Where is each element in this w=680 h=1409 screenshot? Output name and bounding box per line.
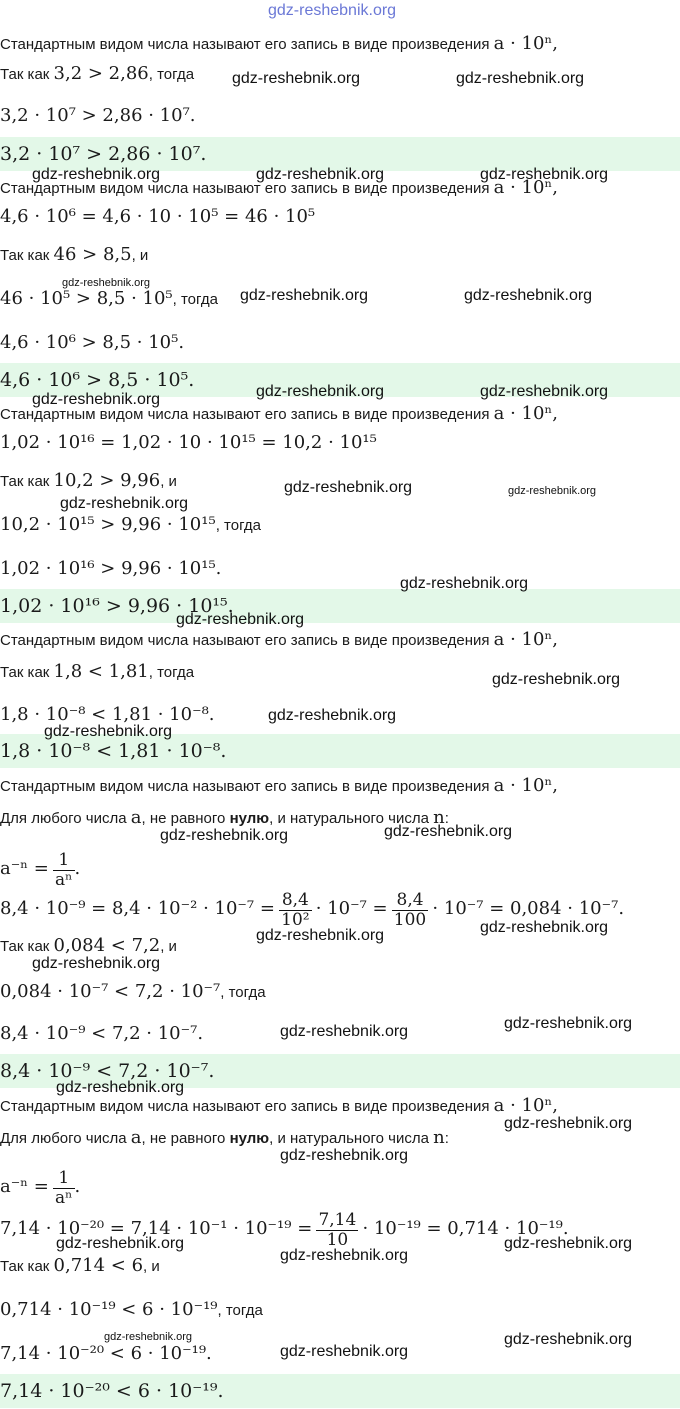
watermark: gdz-reshebnik.org — [480, 919, 609, 936]
comparison-line-4: 1,8 · 10⁻⁸ < 1,81 · 10⁻⁸. — [0, 704, 215, 725]
std-form-text-4 — [0, 630, 558, 651]
watermark: gdz-reshebnik.org — [504, 1015, 633, 1032]
watermark: gdz-reshebnik.org — [492, 671, 621, 688]
watermark: gdz-reshebnik.org — [268, 707, 397, 724]
watermark: gdz-reshebnik.org — [56, 1235, 185, 1252]
watermark: gdz-reshebnik.org — [160, 827, 289, 844]
std-form-label: Стандартным видом числа называют его запись в виде произведения — [0, 406, 490, 423]
watermark: gdz-reshebnik.org — [280, 1023, 409, 1040]
then-word: , тогда — [217, 1302, 263, 1319]
and-word: , и — [143, 1258, 160, 1275]
since-expr: 10,2 > 9,96 — [53, 470, 161, 491]
since-expr: 0,084 < 7,2 — [53, 935, 161, 956]
fraction-1 — [279, 891, 311, 930]
zero-word: нулю — [229, 810, 270, 827]
watermark: gdz-reshebnik.org — [508, 485, 597, 497]
and-word: , и — [160, 938, 177, 955]
watermark: gdz-reshebnik.org — [256, 166, 385, 183]
since-word: Так как — [0, 247, 50, 264]
since-word: Так как — [0, 664, 50, 681]
conv-part-b: · 10⁻¹⁹ = 0,714 · 10⁻¹⁹. — [362, 1218, 569, 1239]
not-equal-label: , не равного — [141, 1130, 226, 1147]
since-expr: 3,2 > 2,86 — [53, 63, 149, 84]
conv-part-a: 7,14 · 10⁻²⁰ = 7,14 · 10⁻¹ · 10⁻¹⁹ = — [0, 1218, 313, 1239]
since-expr: 46 > 8,5 — [53, 244, 132, 265]
fraction-denominator: 10² — [281, 909, 310, 930]
power-rule-6 — [0, 1164, 80, 1211]
fraction-denominator: aⁿ — [55, 869, 73, 890]
answer-2: 4,6 · 10⁶ > 8,5 · 10⁵. — [0, 369, 195, 391]
compare-then-line-5 — [0, 982, 266, 1003]
watermark: gdz-reshebnik.org — [60, 495, 189, 512]
then-word: , тогда — [148, 664, 195, 681]
fraction-numerator: 1 — [53, 1169, 75, 1189]
since-expr: 1,8 < 1,81 — [53, 661, 149, 682]
comparison-line-6: 7,14 · 10⁻²⁰ < 6 · 10⁻¹⁹. — [0, 1343, 212, 1364]
rule-fraction — [53, 851, 75, 890]
std-expr: a · 10ⁿ, — [493, 403, 558, 424]
natural-n-label: , и натурального числа — [269, 1130, 429, 1147]
answer-3: 1,02 · 10¹⁶ > 9,96 · 10¹⁵. — [0, 595, 234, 617]
comparison-line-2: 4,6 · 10⁶ > 8,5 · 10⁵. — [0, 332, 185, 353]
std-form-label: Стандартным видом числа называют его запись в виде произведения — [0, 778, 490, 795]
watermark: gdz-reshebnik.org — [44, 723, 173, 740]
then-word: , тогда — [220, 984, 266, 1001]
compare-then-line-6 — [0, 1300, 263, 1321]
std-form-text-6 — [0, 1096, 558, 1117]
rule-fraction — [53, 1169, 75, 1208]
zero-word: нулю — [229, 1130, 270, 1147]
compare-expr: 0,084 · 10⁻⁷ < 7,2 · 10⁻⁷ — [0, 981, 221, 1002]
and-word: , и — [160, 473, 177, 490]
watermark: gdz-reshebnik.org — [32, 391, 161, 408]
watermark: gdz-reshebnik.org — [256, 383, 385, 400]
rule-end: . — [74, 1176, 81, 1197]
not-equal-label: , не равного — [141, 810, 226, 827]
watermark-header[interactable]: gdz-reshebnik.org — [268, 2, 397, 19]
conversion-line-3: 1,02 · 10¹⁶ = 1,02 · 10 · 10¹⁵ = 10,2 · 10¹⁵ — [0, 432, 377, 453]
and-word: , и — [131, 247, 149, 264]
conversion-line-2: 4,6 · 10⁶ = 4,6 · 10 · 10⁵ = 46 · 10⁵ — [0, 206, 316, 227]
fraction-1 — [316, 1211, 358, 1250]
std-expr: a · 10ⁿ, — [493, 177, 558, 198]
watermark: gdz-reshebnik.org — [62, 277, 151, 289]
fraction-denominator: 10 — [326, 1229, 349, 1250]
rule-left: a⁻ⁿ = — [0, 858, 49, 879]
compare-then-line-2 — [0, 289, 218, 310]
since-word: Так как — [0, 1258, 50, 1275]
compare-then-line-3 — [0, 515, 261, 536]
since-line-2 — [0, 245, 148, 266]
fraction-numerator: 8,4 — [279, 891, 311, 911]
fraction-numerator: 1 — [53, 851, 75, 871]
since-word: Так как — [0, 473, 50, 490]
conv-part-b: · 10⁻⁷ = — [315, 898, 388, 919]
conv-part-a: 8,4 · 10⁻⁹ = 8,4 · 10⁻² · 10⁻⁷ = — [0, 898, 275, 919]
since-line-3 — [0, 471, 177, 492]
rule-left: a⁻ⁿ = — [0, 1176, 49, 1197]
then-word: , тогда — [172, 291, 218, 308]
watermark: gdz-reshebnik.org — [504, 1235, 633, 1252]
fraction-denominator: 100 — [393, 909, 427, 930]
since-word: Так как — [0, 66, 50, 83]
any-number-label: Для любого числа — [0, 810, 127, 827]
fraction-2 — [392, 891, 428, 930]
std-form-label: Стандартным видом числа называют его запись в виде произведения — [0, 36, 490, 53]
comparison-line-5: 8,4 · 10⁻⁹ < 7,2 · 10⁻⁷. — [0, 1023, 204, 1044]
watermark: gdz-reshebnik.org — [280, 1247, 409, 1264]
watermark: gdz-reshebnik.org — [240, 287, 369, 304]
watermark: gdz-reshebnik.org — [176, 611, 305, 628]
fraction-numerator: 7,14 — [318, 1209, 357, 1230]
std-form-label: Стандартным видом числа называют его запись в виде произведения — [0, 1098, 490, 1115]
watermark: gdz-reshebnik.org — [32, 166, 161, 183]
since-line-4 — [0, 662, 194, 683]
fraction-numerator: 8,4 — [392, 891, 428, 911]
watermark: gdz-reshebnik.org — [504, 1331, 633, 1348]
compare-expr: 46 · 10⁵ > 8,5 · 10⁵ — [0, 288, 173, 309]
std-form-label: Стандартным видом числа называют его запись в виде произведения — [0, 632, 490, 649]
watermark: gdz-reshebnik.org — [480, 166, 609, 183]
comparison-line-1: 3,2 · 10⁷ > 2,86 · 10⁷. — [0, 105, 196, 126]
std-form-label: Стандартным видом числа называют его запись в виде произведения — [0, 180, 490, 197]
watermark: gdz-reshebnik.org — [104, 1331, 193, 1343]
natural-n-label: , и натурального числа — [269, 810, 429, 827]
since-line-1 — [0, 64, 194, 85]
std-form-text-1 — [0, 34, 558, 55]
watermark: gdz-reshebnik.org — [400, 575, 529, 592]
watermark: gdz-reshebnik.org — [232, 70, 361, 87]
since-line-5 — [0, 936, 177, 957]
answer-5: 8,4 · 10⁻⁹ < 7,2 · 10⁻⁷. — [0, 1060, 215, 1082]
watermark: gdz-reshebnik.org — [284, 479, 413, 496]
answer-6: 7,14 · 10⁻²⁰ < 6 · 10⁻¹⁹. — [0, 1380, 224, 1402]
watermark: gdz-reshebnik.org — [280, 1147, 409, 1164]
fraction-denominator: aⁿ — [55, 1187, 73, 1208]
std-expr: a · 10ⁿ, — [493, 629, 558, 650]
std-expr: a · 10ⁿ, — [493, 33, 558, 54]
conv-part-c: · 10⁻⁷ = 0,084 · 10⁻⁷. — [432, 898, 625, 919]
watermark: gdz-reshebnik.org — [504, 1115, 633, 1132]
then-word: , тогда — [148, 66, 195, 83]
rule-end: . — [74, 858, 81, 879]
watermark: gdz-reshebnik.org — [280, 1343, 409, 1360]
watermark: gdz-reshebnik.org — [256, 927, 385, 944]
rule-intro-6: Для любого числа a, не равного нулю, и натурального числа n: — [0, 1127, 449, 1148]
watermark: gdz-reshebnik.org — [456, 70, 585, 87]
since-line-6 — [0, 1256, 160, 1277]
watermark: gdz-reshebnik.org — [480, 383, 609, 400]
then-word: , тогда — [215, 517, 261, 534]
watermark: gdz-reshebnik.org — [56, 1079, 185, 1096]
comparison-line-3: 1,02 · 10¹⁶ > 9,96 · 10¹⁵. — [0, 558, 222, 579]
compare-expr: 0,714 · 10⁻¹⁹ < 6 · 10⁻¹⁹ — [0, 1299, 218, 1320]
since-expr: 0,714 < 6 — [53, 1255, 144, 1276]
any-number-label: Для любого числа — [0, 1130, 127, 1147]
compare-expr: 10,2 · 10¹⁵ > 9,96 · 10¹⁵ — [0, 514, 216, 535]
since-word: Так как — [0, 938, 50, 955]
answer-1: 3,2 · 10⁷ > 2,86 · 10⁷. — [0, 143, 207, 165]
std-expr: a · 10ⁿ, — [493, 775, 558, 796]
watermark: gdz-reshebnik.org — [464, 287, 593, 304]
std-expr: a · 10ⁿ, — [493, 1095, 558, 1116]
watermark: gdz-reshebnik.org — [32, 955, 161, 972]
watermark: gdz-reshebnik.org — [384, 823, 513, 840]
std-form-text-5 — [0, 776, 558, 797]
rule-intro-5: Для любого числа a, не равного нулю, и натурального числа n: — [0, 807, 449, 828]
answer-4: 1,8 · 10⁻⁸ < 1,81 · 10⁻⁸. — [0, 740, 227, 762]
